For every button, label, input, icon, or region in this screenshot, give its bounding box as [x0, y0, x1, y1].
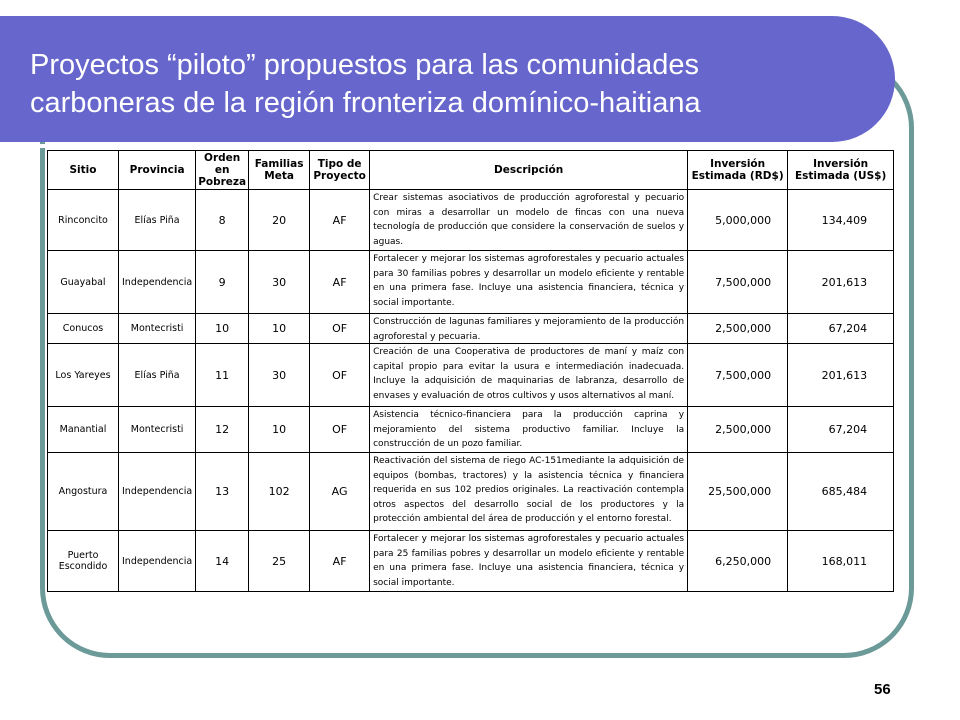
cell-tipo: OF [310, 407, 370, 453]
header-orden: Orden en Pobreza [196, 151, 249, 190]
cell-descripcion [370, 344, 688, 407]
cell-inversion-us: 685,484 [788, 453, 894, 531]
cell-inversion-rd: 5,000,000 [688, 190, 788, 251]
cell-descripcion [370, 531, 688, 592]
header-inversion-us: Inversión Estimada (US$) [788, 151, 894, 190]
cell-tipo: OF [310, 314, 370, 344]
cell-descripcion-text: Fortalecer y mejorar los sistemas agroforestales y pecuario actuales para 30 familias pobres y desarrollar un modelo eficiente y rentable en una primera fase. Incluye una asistencia financiera, técnica y social importante. [373, 254, 685, 308]
cell-inversion-rd: 7,500,000 [688, 344, 788, 407]
cell-tipo: OF [310, 344, 370, 407]
cell-inversion-rd: 6,250,000 [688, 531, 788, 592]
cell-descripcion [370, 453, 688, 531]
cell-provincia: Montecristi [119, 314, 196, 344]
cell-provincia: Montecristi [119, 407, 196, 453]
cell-orden: 10 [196, 314, 249, 344]
title-underline [0, 144, 850, 148]
table-row [48, 251, 894, 314]
header-descripcion: Descripción [370, 151, 688, 190]
table-row [48, 407, 894, 453]
cell-familias: 25 [249, 531, 310, 592]
cell-provincia: Independencia [119, 251, 196, 314]
table-header-row [48, 151, 894, 190]
cell-familias: 30 [249, 251, 310, 314]
cell-familias: 102 [249, 453, 310, 531]
cell-familias: 10 [249, 407, 310, 453]
table-row [48, 531, 894, 592]
cell-sitio: Manantial [48, 407, 119, 453]
header-provincia: Provincia [119, 151, 196, 190]
cell-inversion-rd: 7,500,000 [688, 251, 788, 314]
cell-descripcion-text: Reactivación del sistema de riego AC-151mediante la adquisición de equipos (bombas, tractores) y la asistencia técnica y financiera requerida en sus 102 predios originales. La reactivación contempla otros aspectos del desarrollo social de los productores y la protección ambiental del área de producción y el entorno forestal. [373, 456, 685, 524]
cell-provincia: Elías Piña [119, 190, 196, 251]
table-row [48, 453, 894, 531]
cell-descripcion [370, 190, 688, 251]
table-row [48, 344, 894, 407]
cell-inversion-us: 67,204 [788, 407, 894, 453]
cell-inversion-us: 67,204 [788, 314, 894, 344]
cell-inversion-us: 134,409 [788, 190, 894, 251]
cell-familias: 10 [249, 314, 310, 344]
cell-descripcion-text: Asistencia técnico-financiera para la producción caprina y mejoramiento del sistema productivo familiar. Incluye la construcción de un pozo familiar. [373, 410, 685, 449]
slide-title-line-2: carboneras de la región fronteriza domínico-haitiana [30, 87, 701, 119]
cell-sitio: Conucos [48, 314, 119, 344]
cell-sitio: Puerto Escondido [48, 531, 119, 592]
cell-tipo: AG [310, 453, 370, 531]
cell-descripcion [370, 314, 688, 344]
table-row [48, 314, 894, 344]
title-band [0, 16, 895, 142]
cell-descripcion [370, 407, 688, 453]
cell-descripcion-text: Fortalecer y mejorar los sistemas agroforestales y pecuario actuales para 25 familias pobres y desarrollar un modelo eficiente y rentable en una primera fase. Incluye una asistencia financiera, técnica y social importante. [373, 534, 685, 588]
cell-orden: 8 [196, 190, 249, 251]
table-row [48, 190, 894, 251]
projects-table [47, 150, 894, 592]
slide-title-line-1: Proyectos “piloto” propuestos para las comunidades [30, 49, 699, 81]
cell-descripcion [370, 251, 688, 314]
cell-orden: 14 [196, 531, 249, 592]
cell-descripcion-text: Construcción de lagunas familiares y mejoramiento de la producción agroforestal y pecuaria. [373, 317, 685, 342]
cell-inversion-rd: 25,500,000 [688, 453, 788, 531]
cell-descripcion-text: Crear sistemas asociativos de producción agroforestal y pecuario con miras a desarrollar un modelo de fincas con una nueva tecnología de producción que considere la conservación de suelos y aguas. [373, 193, 685, 247]
header-inversion-rd: Inversión Estimada (RD$) [688, 151, 788, 190]
cell-tipo: AF [310, 251, 370, 314]
cell-inversion-rd: 2,500,000 [688, 407, 788, 453]
cell-inversion-us: 168,011 [788, 531, 894, 592]
cell-inversion-us: 201,613 [788, 344, 894, 407]
cell-provincia: Independencia [119, 531, 196, 592]
slide-title [30, 46, 860, 122]
header-tipo: Tipo de Proyecto [310, 151, 370, 190]
page-number: 56 [874, 681, 891, 698]
cell-tipo: AF [310, 190, 370, 251]
cell-sitio: Angostura [48, 453, 119, 531]
header-sitio: Sitio [48, 151, 119, 190]
cell-orden: 13 [196, 453, 249, 531]
cell-sitio: Rinconcito [48, 190, 119, 251]
cell-provincia: Independencia [119, 453, 196, 531]
cell-orden: 11 [196, 344, 249, 407]
cell-sitio: Guayabal [48, 251, 119, 314]
cell-orden: 9 [196, 251, 249, 314]
cell-orden: 12 [196, 407, 249, 453]
cell-inversion-us: 201,613 [788, 251, 894, 314]
cell-provincia: Elías Piña [119, 344, 196, 407]
cell-familias: 30 [249, 344, 310, 407]
cell-familias: 20 [249, 190, 310, 251]
cell-tipo: AF [310, 531, 370, 592]
header-familias: Familias Meta [249, 151, 310, 190]
cell-inversion-rd: 2,500,000 [688, 314, 788, 344]
cell-descripcion-text: Creación de una Cooperativa de productores de maní y maíz con capital propio para evitar la usura e intermediación inadecuada. Incluye la adquisición de maquinarias de labranza, desarrollo de envases y evaluación de otros cultivos y usos alternativos al maní. [373, 347, 685, 401]
cell-sitio: Los Yareyes [48, 344, 119, 407]
